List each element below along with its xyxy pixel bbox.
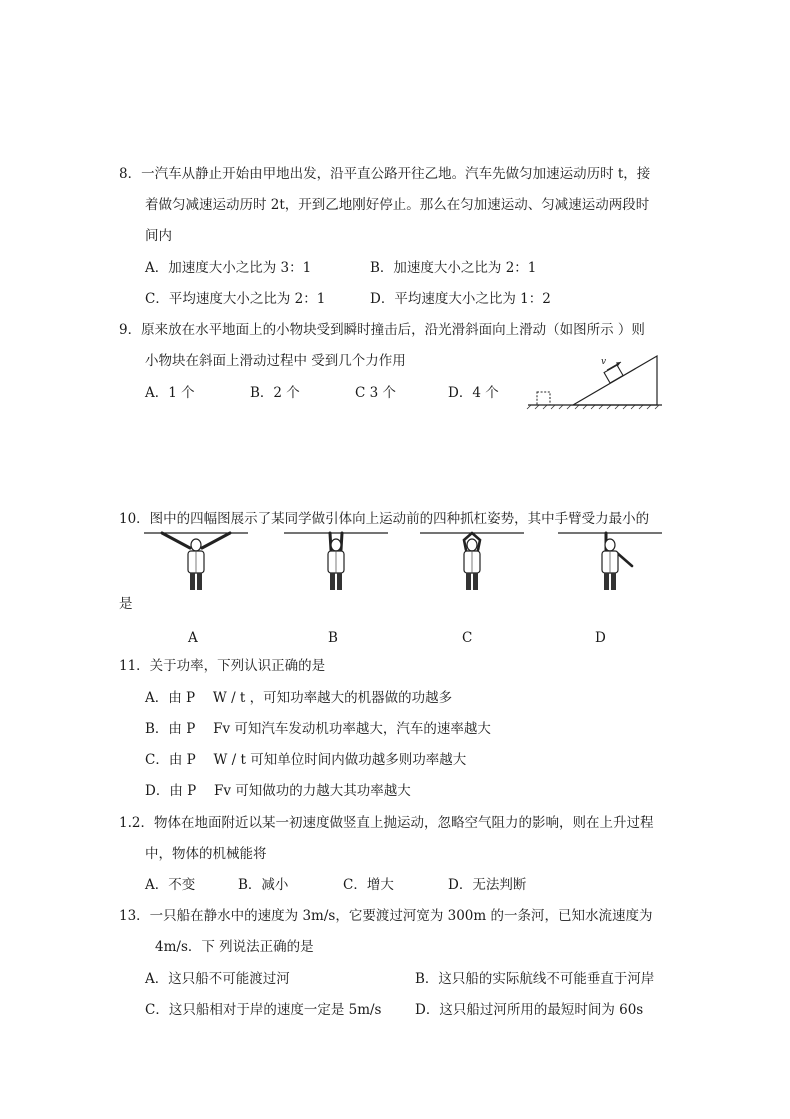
posture-figure-c xyxy=(418,530,526,594)
q12-option-b: B．减小 xyxy=(238,877,289,893)
q10-label-d: D xyxy=(595,630,606,646)
q11-stem: 11．关于功率，下列认识正确的是 xyxy=(119,658,326,674)
q11-option-a: A．由 P W / t ，可知功率越大的机器做的功越多 xyxy=(145,690,453,706)
q10-stem-line-2: 是 xyxy=(119,596,133,612)
q10-label-b: B xyxy=(328,630,338,646)
q12-stem-line-2: 中，物体的机械能将 xyxy=(145,846,267,862)
q8-option-c: C．平均速度大小之比为 2：1 xyxy=(145,291,326,307)
q9-stem-line-2: 小物块在斜面上滑动过程中 受到几个力作用 xyxy=(145,353,406,369)
q11-option-c: C．由 P W / t 可知单位时间内做功越多则功率越大 xyxy=(145,752,467,768)
q12-stem-line-1: 1.2．物体在地面附近以某一初速度做竖直上抛运动，忽略空气阻力的影响，则在上升过程 xyxy=(119,815,654,831)
q8-option-d: D．平均速度大小之比为 1：2 xyxy=(370,291,551,307)
q12-option-d: D．无法判断 xyxy=(448,877,527,893)
q13-option-c: C．这只船相对于岸的速度一定是 5m/s xyxy=(145,1002,382,1018)
incline-figure xyxy=(525,348,665,410)
q9-option-d: D．4 个 xyxy=(448,385,499,401)
q10-label-a: A xyxy=(188,630,198,646)
posture-figure-b xyxy=(282,530,390,594)
q13-option-a: A．这只船不可能渡过河 xyxy=(145,971,290,987)
q13-stem-line-1: 13．一只船在静水中的速度为 3m/s，它要渡过河宽为 300m 的一条河，已知水流速度为 xyxy=(119,908,653,924)
q13-option-d: D．这只船过河所用的最短时间为 60s xyxy=(415,1002,644,1018)
q11-option-b: B．由 P Fv 可知汽车发动机功率越大，汽车的速率越大 xyxy=(145,721,491,737)
q9-stem-line-1: 9．原来放在水平地面上的小物块受到瞬时撞击后，沿光滑斜面向上滑动（如图所示 ）则 xyxy=(119,322,645,338)
q12-option-a: A．不变 xyxy=(145,877,196,893)
velocity-label: v xyxy=(601,357,607,367)
q12-option-c: C．增大 xyxy=(343,877,394,893)
q13-option-b: B．这只船的实际航线不可能垂直于河岸 xyxy=(415,971,655,987)
q8-option-b: B．加速度大小之比为 2：1 xyxy=(370,260,537,276)
posture-figure-a xyxy=(142,530,250,594)
q8-stem-line-3: 间内 xyxy=(145,228,172,244)
posture-figure-d xyxy=(556,530,664,594)
q13-stem-line-2: 4m/s．下 列说法正确的是 xyxy=(155,939,314,955)
q8-stem-line-1: 8．一汽车从静止开始由甲地出发，沿平直公路开往乙地。汽车先做匀加速运动历时 t，接 xyxy=(119,166,651,182)
q10-stem-line-1: 10．图中的四幅图展示了某同学做引体向上运动前的四种抓杠姿势，其中手臂受力最小的 xyxy=(119,511,650,527)
q8-stem-line-2: 着做匀减速运动历时 2t，开到乙地刚好停止。那么在匀加速运动、匀减速运动两段时 xyxy=(145,197,650,213)
q10-label-c: C xyxy=(462,630,473,646)
q9-option-c: C 3 个 xyxy=(355,385,397,401)
q9-option-a: A．1 个 xyxy=(145,385,195,401)
q8-option-a: A．加速度大小之比为 3：1 xyxy=(145,260,312,276)
q11-option-d: D．由 P Fv 可知做功的力越大其功率越大 xyxy=(145,783,411,799)
q9-option-b: B．2 个 xyxy=(250,385,300,401)
